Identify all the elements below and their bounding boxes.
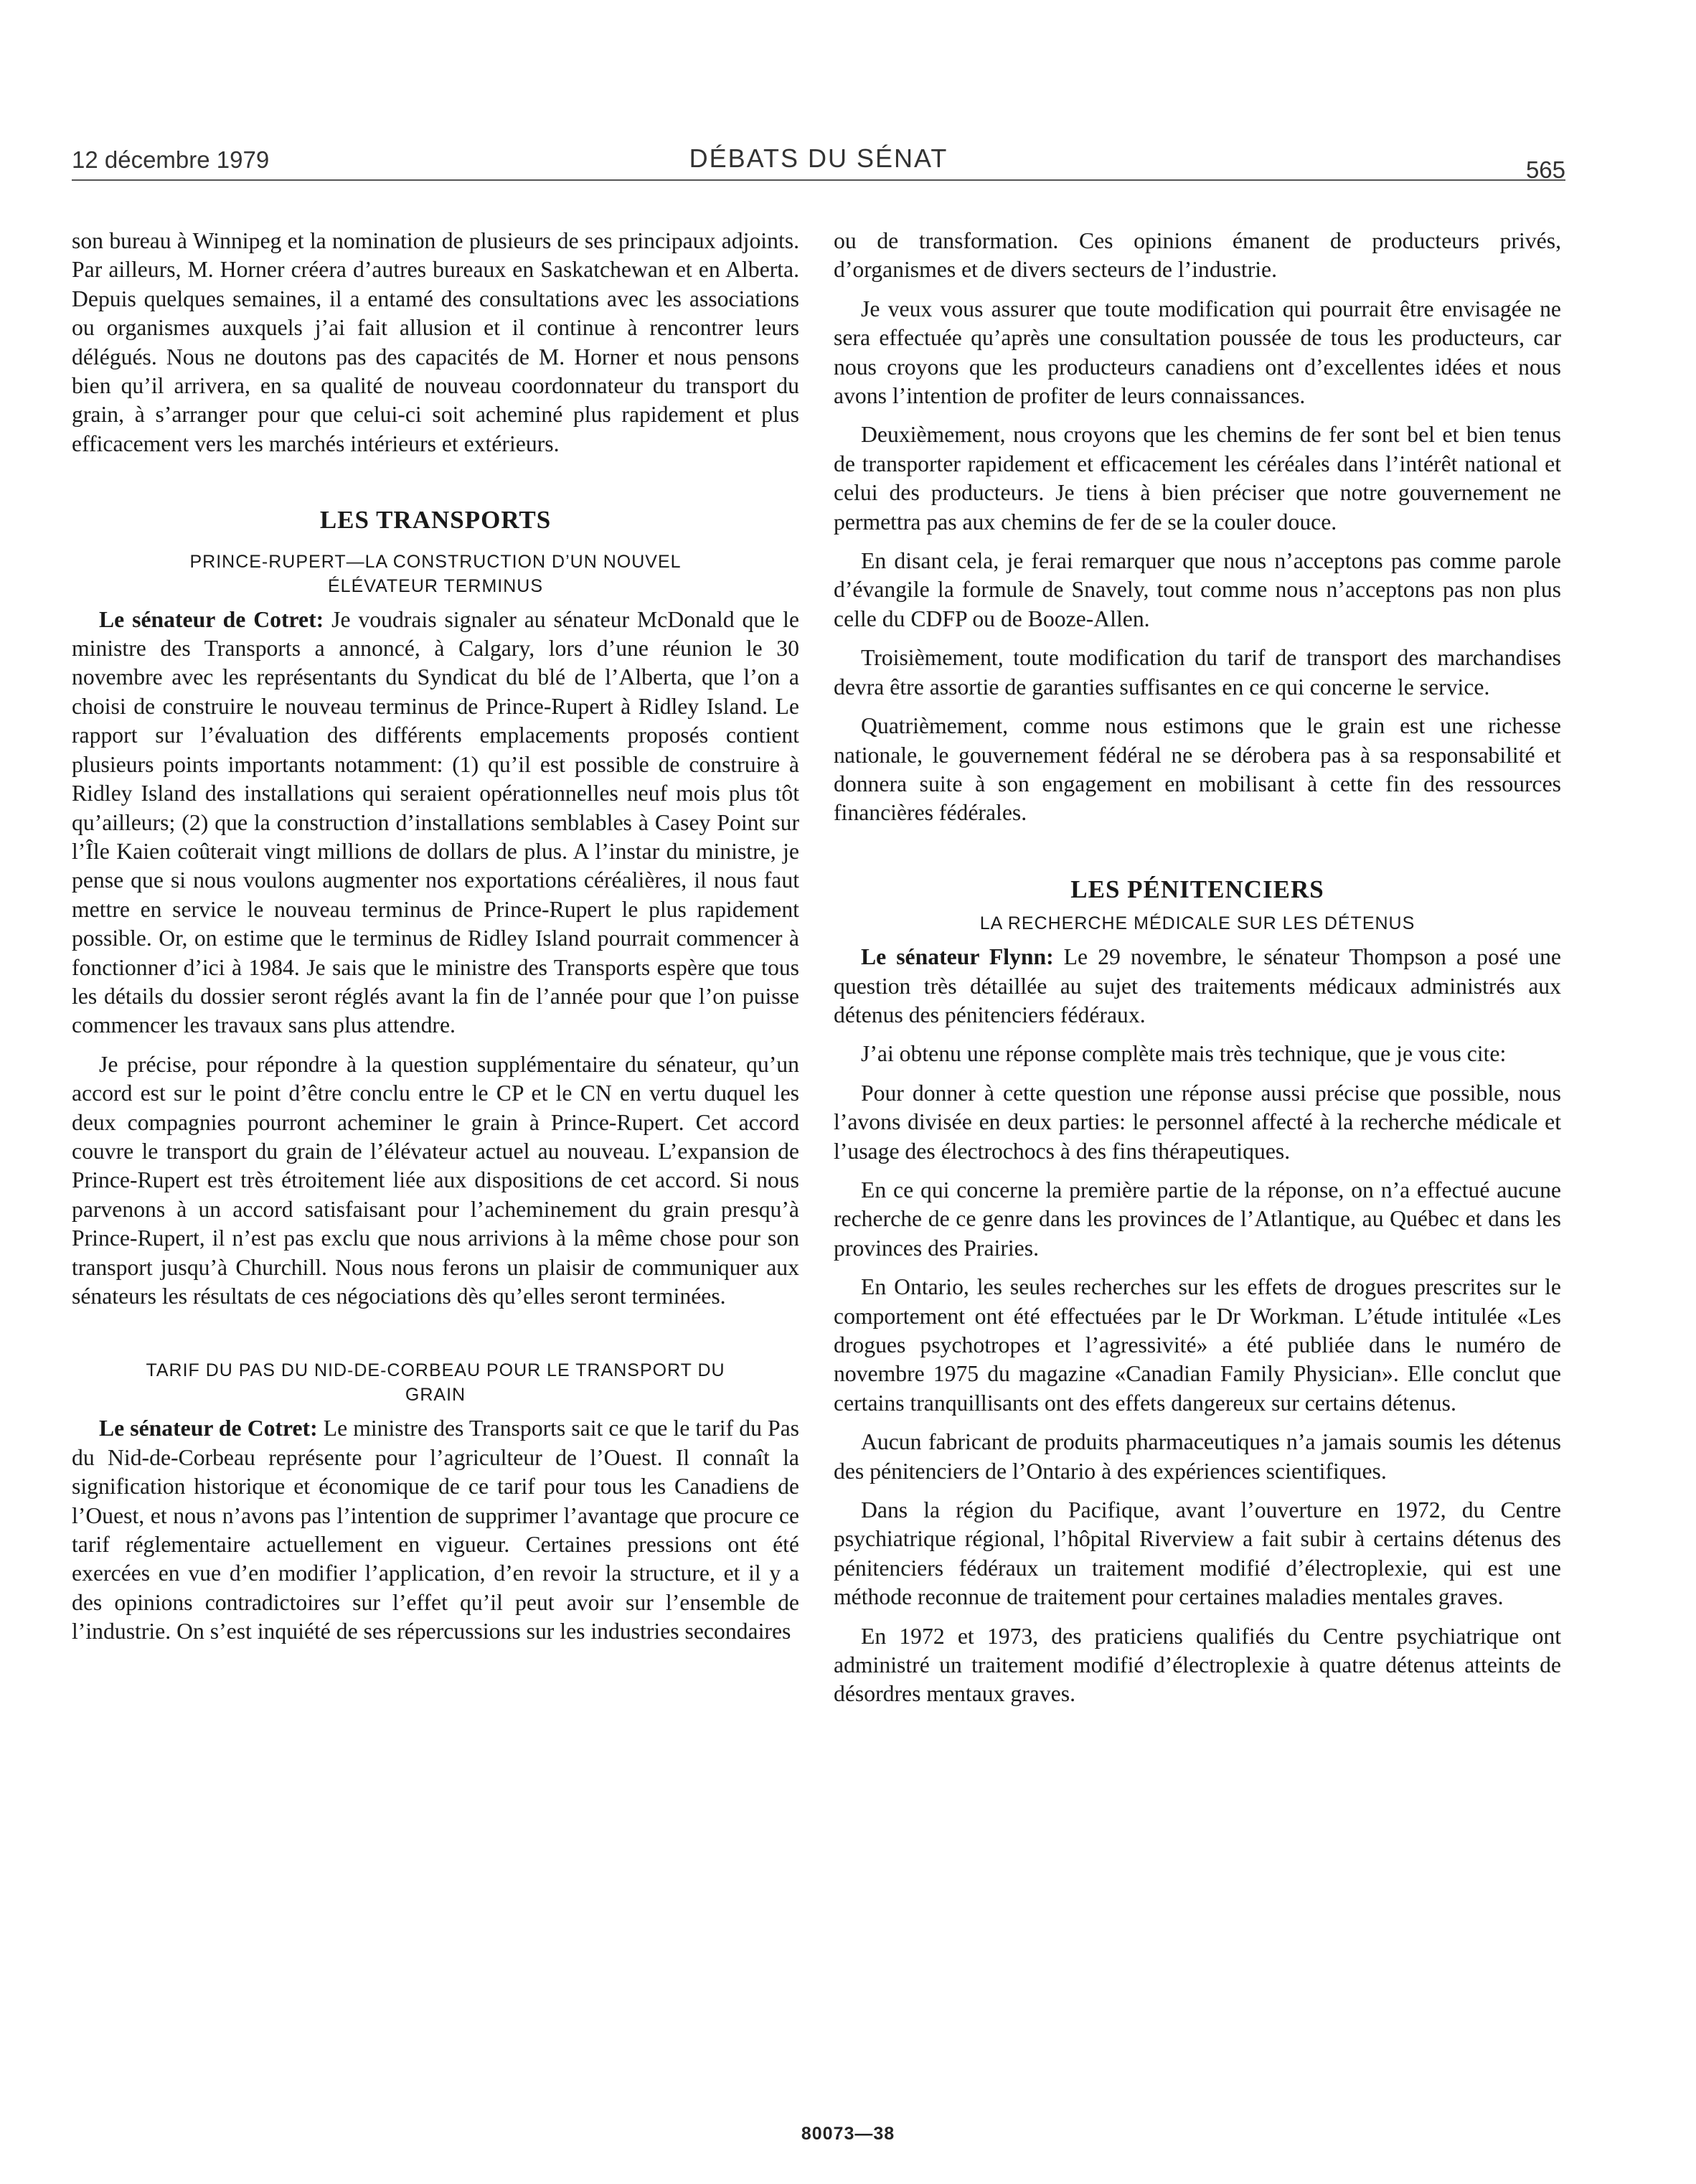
quoted-paragraph: Aucun fabricant de produits pharmaceutiques n’a jamais soumis les détenus des pénitenciers de l’Ontario à des expériences scientifiques. [834, 1429, 1561, 1484]
subsection-title-prince-rupert-line2: ÉLÉVATEUR TERMINUS [328, 575, 543, 596]
speaker-name: Le sénateur de Cotret: [99, 1416, 318, 1441]
paragraph: J’ai obtenu une réponse complète mais très technique, que je vous cite: [861, 1041, 1507, 1067]
section-title-penitenciers: LES PÉNITENCIERS [1070, 875, 1324, 903]
speaker-name: Le sénateur Flynn: [861, 944, 1054, 970]
subsection-title-nid-de-corbeau-line2: GRAIN [405, 1385, 466, 1406]
right-column [834, 227, 1561, 1709]
header-title: DÉBATS DU SÉNAT [689, 143, 948, 173]
paragraph-text: Je voudrais signaler au sénateur McDonald que le ministre des Transports a annoncé, à Calgary, lors d’une réunion le 30 novembre avec les représentants du Syndicat du blé de l’Alberta, que l’on a choisi de construire le nouveau terminus de Prince-Rupert à Ridley Island. Le rapport sur l’évaluation des différents emplacements proposés contient plusieurs points importants notamment: (1) qu’il est possible de construire à Ridley Island des installations qui seraient opérationnelles neuf mois plus tôt qu’ailleurs; (2) que la construction d’installations semblables à Casey Point sur l’Île Kaien coûterait vingt millions de dollars de plus. A l’instar du ministre, je pense que si nous voulons augmenter nos exportations céréalières, il nous faut mettre en service le nouveau terminus de Prince-Rupert le plus rapidement possible. Or, on estime que le terminus de Ridley Island pourrait commencer à fonctionner d’ici à 1984. Je sais que le ministre des Transports espère que tous les détails du dossier seront réglés avant la fin de l’année pour que l’on puisse commencer les travaux sans plus attendre. [72, 606, 800, 1038]
running-header [72, 141, 1565, 181]
paragraph-text: Le ministre des Transports sait ce que le tarif du Pas du Nid-de-Corbeau représente pour l’agriculteur de l’Ouest. Il connaît la signification historique et économique de ce tarif pour tous les Canadiens de l’Ouest, et nous n’avons pas l’intention de supprimer l’avantage que procure ce tarif réglementaire actuellement en vigueur. Certaines pressions ont été exercées en vue d’en modifier l’application, d’en revoir la structure, et il y a des opinions contradictoires sur l’effet qu’il peut avoir sur l’ensemble de l’industrie. On s’est inquiété de ses répercussions sur les industries secondaires [72, 1416, 799, 1644]
section-title-transports: LES TRANSPORTS [319, 506, 552, 535]
quoted-paragraph: Pour donner à cette question une réponse aussi précise que possible, nous l’avons divisée en deux parties: le personnel affecté à la recherche médicale et l’usage des électrochocs à des fins thérapeutiques. [834, 1080, 1561, 1164]
quoted-paragraph: En ce qui concerne la première partie de la réponse, on n’a effectué aucune recherche de ce genre dans les provinces de l’Atlantique, au Québec et dans les provinces des Prairies. [834, 1177, 1561, 1261]
paragraph: En disant cela, je ferai remarquer que nous n’acceptons pas comme parole d’évangile la formule de Snavely, tout comme nous n’acceptons pas non plus celle du CDFP ou de Booze-Allen. [834, 548, 1561, 631]
quoted-paragraph: En Ontario, les seules recherches sur les effets de drogues prescrites sur le comportement ont été effectuées par le Dr Workman. L’étude intitulée «Les drogues psychotropes et l’agressivité» a été publiée dans le numéro de novembre 1975 du magazine «Canadian Family Physician». Elle conclut que certains tranquillisants ont des effets dangereux sur certains détenus. [834, 1274, 1561, 1416]
paragraph-text: Le 29 novembre, le sénateur Thompson a posé une question très détaillée au sujet des traitements médicaux administrés aux détenus des pénitenciers fédéraux. [834, 944, 1561, 1027]
left-column [72, 227, 799, 1647]
paragraph [72, 1414, 799, 1646]
speaker-name: Le sénateur de Cotret: [99, 606, 324, 632]
page-number: 565 [1525, 156, 1565, 183]
subsection-title-recherche-medicale: LA RECHERCHE MÉDICALE SUR LES DÉTENUS [979, 913, 1415, 934]
paragraph: Deuxièmement, nous croyons que les chemins de fer sont bel et bien tenus de transporter rapidement et efficacement les céréales dans l’intérêt national et celui des producteurs. Je tiens à bien préciser que notre gouvernement ne permettra pas aux chemins de fer de se la couler douce. [834, 422, 1561, 535]
paragraph: Troisièmement, toute modification du tarif de transport des marchandises devra être assortie de garanties suffisantes en ce qui concerne le service. [834, 645, 1561, 700]
print-code: 80073—38 [801, 2124, 895, 2144]
subsection-title-nid-de-corbeau-line1: TARIF DU PAS DU NID-DE-CORBEAU POUR LE TRANSPORT DU [146, 1360, 725, 1381]
paragraph [834, 943, 1561, 1030]
paragraph: Je précise, pour répondre à la question supplémentaire du sénateur, qu’un accord est sur le point d’être conclu entre le CP et le CN en vertu duquel les deux compagnies pourront acheminer le grain à Prince-Rupert. Cet accord couvre le transport du grain de l’élévateur actuel au nouveau. L’expansion de Prince-Rupert est très étroitement liée aux dispositions de cet accord. Si nous parvenons à un accord satisfaisant pour l’acheminement du grain presqu’à Prince-Rupert, il n’est pas exclu que nous arrivions à la même chose pour son transport jusqu’à Churchill. Nous nous ferons un plaisir de communiquer aux sénateurs les résultats de ces négociations dès qu’elles seront terminées. [72, 1051, 799, 1309]
paragraph: Je veux vous assurer que toute modification qui pourrait être envisagée ne sera effectuée qu’après une consultation poussée de tous les producteurs, car nous croyons que les producteurs canadiens ont d’excellentes idées et nous avons l’intention de profiter de leurs connaissances. [834, 296, 1561, 409]
quoted-paragraph: Dans la région du Pacifique, avant l’ouverture en 1972, du Centre psychiatrique régional, l’hôpital Riverview a fait subir à certains détenus des pénitenciers fédéraux un traitement modifié d’électroplexie, qui est une méthode reconnue de traitement pour certaines maladies mentales graves. [834, 1497, 1561, 1610]
subsection-title-prince-rupert-line1: PRINCE-RUPERT—LA CONSTRUCTION D’UN NOUVEL [189, 551, 682, 572]
paragraph: Quatrièmement, comme nous estimons que le grain est une richesse nationale, le gouvernement fédéral ne se dérobera pas à sa responsabilité et donnera suite à son engagement en mobilisant à cette fin des ressources financières fédérales. [834, 713, 1561, 826]
paragraph [72, 606, 799, 1040]
paragraph: ou de transformation. Ces opinions émanent de producteurs privés, d’organismes et de divers secteurs de l’industrie. [834, 228, 1561, 283]
quoted-paragraph: En 1972 et 1973, des praticiens qualifiés du Centre psychiatrique ont administré un traitement modifié d’électroplexie à quatre détenus atteints de désordres mentaux graves. [834, 1623, 1561, 1707]
header-date: 12 décembre 1979 [72, 146, 270, 173]
paragraph: son bureau à Winnipeg et la nomination de plusieurs de ses principaux adjoints. Par ailleurs, M. Horner créera d’autres bureaux en Saskatchewan et en Alberta. Depuis quelques semaines, il a entamé des consultations avec les associations ou organismes auxquels j’ai fait allusion et il continue à rencontrer leurs délégués. Nous ne doutons pas des capacités de M. Horner et nous pensons bien qu’il arrivera, en sa qualité de nouveau coordonnateur du transport du grain, à s’arranger pour que celui-ci soit acheminé plus rapidement et plus efficacement vers les marchés intérieurs et extérieurs. [72, 228, 799, 456]
